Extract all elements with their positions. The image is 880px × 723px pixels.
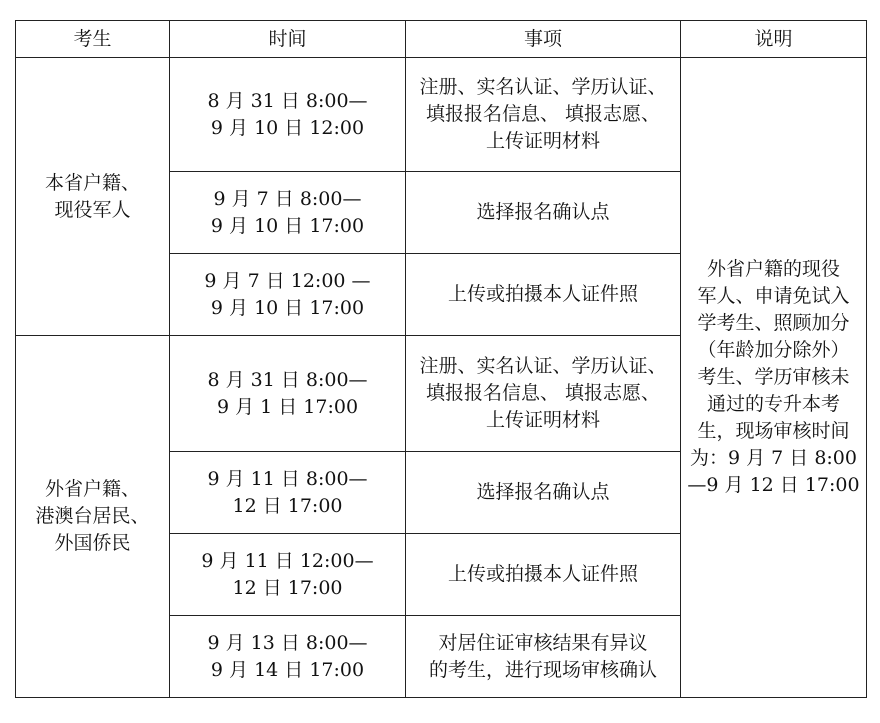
item-line: 上传证明材料	[485, 409, 600, 431]
time-line: 9 月 10 日 17:00	[210, 296, 365, 319]
note-line: 军人、申请免试入	[697, 285, 850, 307]
header-examinee: 考生	[16, 21, 170, 58]
item-line: 选择报名确认点	[476, 201, 610, 223]
time-line: 9 月 10 日 12:00	[210, 116, 365, 139]
note-line: 为：9 月 7 日 8:00	[689, 447, 857, 469]
item-cell	[406, 336, 681, 452]
item-line: 填报报名信息、 填报志愿、	[425, 382, 661, 404]
item-line: 的考生，进行现场审核确认	[428, 658, 657, 681]
item-cell	[406, 616, 681, 698]
note-line: 外省户籍的现役	[706, 258, 840, 280]
time-line: 9 月 14 日 17:00	[210, 658, 365, 681]
time-line: 12 日 17:00	[232, 576, 343, 599]
group-label-local	[16, 58, 170, 336]
item-cell	[406, 534, 681, 616]
item-line: 注册、实名认证、学历认证、	[419, 355, 667, 377]
time-line: 9 月 7 日 8:00—	[213, 187, 362, 210]
group-label-line: 港澳台居民、	[35, 505, 150, 527]
header-time: 时间	[170, 21, 406, 58]
time-line: 9 月 1 日 17:00	[216, 395, 359, 418]
item-line: 选择报名确认点	[476, 481, 610, 503]
item-line: 对居住证审核结果有异议	[438, 631, 648, 654]
header-item: 事项	[406, 21, 681, 58]
group-label-line: 外国侨民	[54, 532, 131, 554]
note-line: （年龄加分除外）	[697, 339, 850, 361]
note-line: 通过的专升本考	[706, 393, 840, 415]
item-line: 上传或拍摄本人证件照	[447, 563, 638, 585]
note-line: —9 月 12 日 17:00	[687, 474, 860, 496]
time-cell	[170, 452, 406, 534]
item-cell	[406, 254, 681, 336]
item-cell	[406, 172, 681, 254]
schedule-table	[15, 20, 867, 698]
time-line: 9 月 11 日 8:00—	[207, 467, 368, 490]
time-line: 9 月 7 日 12:00 —	[204, 269, 371, 292]
item-cell	[406, 58, 681, 172]
header-row	[16, 21, 867, 58]
time-line: 8 月 31 日 8:00—	[207, 368, 368, 391]
item-line: 上传证明材料	[485, 130, 600, 152]
note-line: 学考生、照顾加分	[697, 312, 850, 334]
time-cell	[170, 336, 406, 452]
time-cell	[170, 172, 406, 254]
note-cell	[681, 58, 867, 698]
table-row	[16, 58, 867, 172]
item-line: 注册、实名认证、学历认证、	[419, 76, 667, 98]
time-line: 12 日 17:00	[232, 494, 343, 517]
group-label-line: 本省户籍、	[44, 171, 140, 194]
time-line: 8 月 31 日 8:00—	[207, 89, 368, 112]
time-line: 9 月 13 日 8:00—	[207, 631, 368, 654]
group-label-line: 外省户籍、	[44, 478, 140, 500]
item-cell	[406, 452, 681, 534]
group-label-nonlocal	[16, 336, 170, 698]
time-cell	[170, 616, 406, 698]
time-cell	[170, 254, 406, 336]
time-cell	[170, 534, 406, 616]
note-line: 生，现场审核时间	[697, 420, 850, 442]
time-line: 9 月 11 日 12:00—	[201, 549, 374, 572]
time-line: 9 月 10 日 17:00	[210, 214, 365, 237]
note-line: 考生、学历审核未	[697, 366, 850, 388]
item-line: 填报报名信息、 填报志愿、	[425, 103, 661, 125]
time-cell	[170, 58, 406, 172]
header-note: 说明	[681, 21, 867, 58]
item-line: 上传或拍摄本人证件照	[447, 283, 638, 305]
group-label-line: 现役军人	[54, 198, 131, 221]
